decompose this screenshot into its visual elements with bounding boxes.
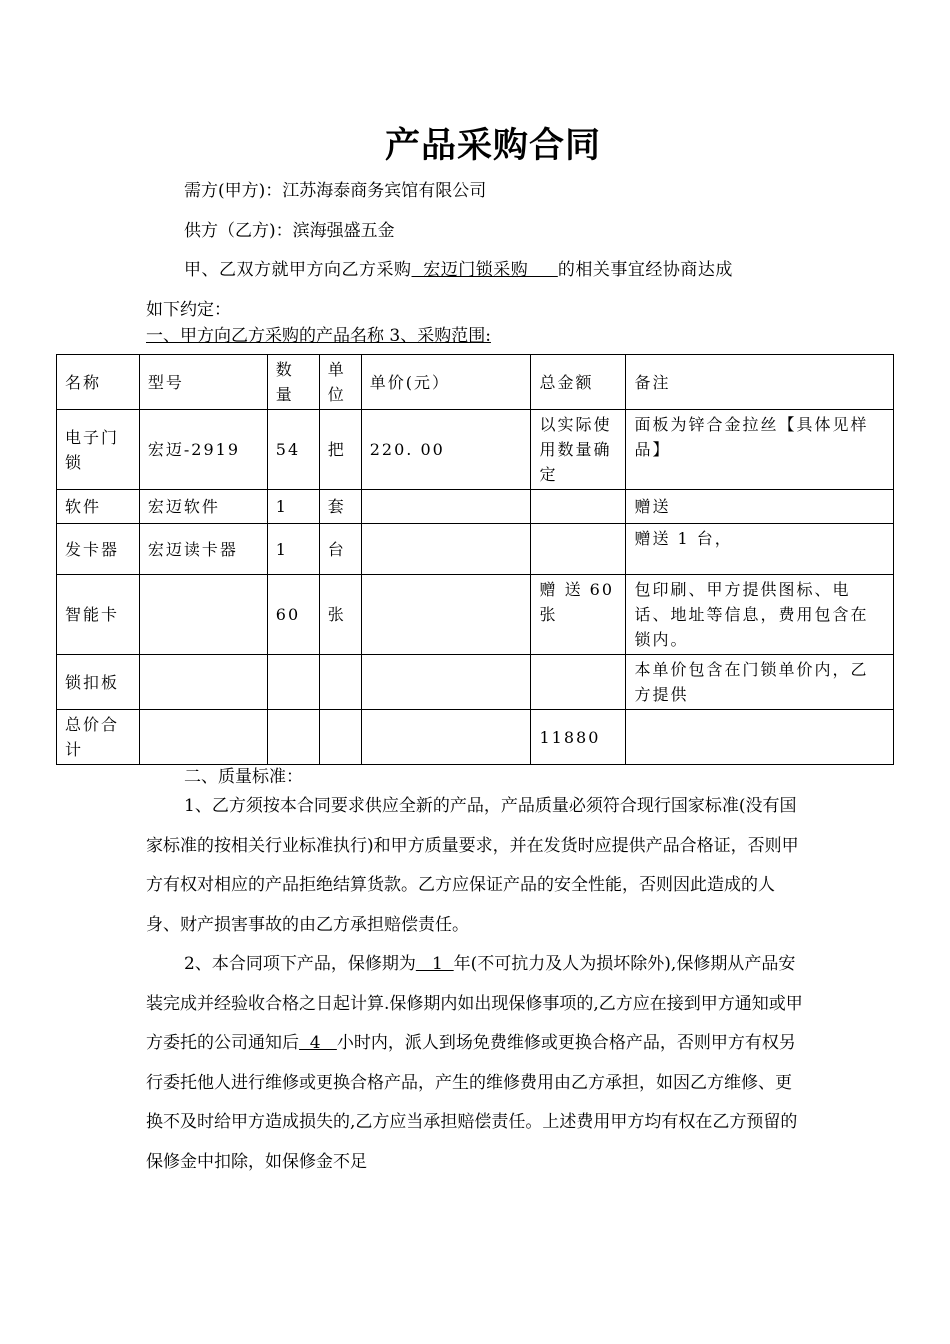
table-cell xyxy=(267,655,319,710)
table-cell xyxy=(361,524,531,575)
table-cell: 赠送 1 台， xyxy=(626,524,894,575)
table-cell xyxy=(361,655,531,710)
table-cell xyxy=(531,524,626,575)
table-header-row xyxy=(57,355,894,410)
section-2-heading: 二、质量标准： xyxy=(184,767,303,787)
header-cell: 总金额 xyxy=(531,355,626,410)
table-cell: 宏迈读卡器 xyxy=(139,524,267,575)
table-cell: 包印刷、甲方提供图标、电话、地址等信息，费用包含在锁内。 xyxy=(626,575,894,655)
table-cell: 总价合计 xyxy=(57,710,140,765)
table-cell xyxy=(361,575,531,655)
table-row xyxy=(57,490,894,524)
table-cell: 以实际使用数量确定 xyxy=(531,410,626,490)
table-cell: 锁扣板 xyxy=(57,655,140,710)
response-hours-blank: 4 xyxy=(299,1033,337,1053)
table-cell: 台 xyxy=(319,524,361,575)
table-cell: 220. 00 xyxy=(361,410,531,490)
header-cell: 名称 xyxy=(57,355,140,410)
table-cell xyxy=(139,710,267,765)
table-cell xyxy=(626,710,894,765)
table-cell xyxy=(361,490,531,524)
quality-paragraph-1-text: 1、乙方须按本合同要求供应全新的产品，产品质量必须符合现行国家标准(没有国家标准的按相关行业标准执行)和甲方质量要求，并在发货时应提供产品合格证，否则甲方有权对相应的产品拒绝结算货款。乙方应保证产品的安全性能，否则因此造成的人身、财产损害事故的由乙方承担赔偿责任。 xyxy=(146,796,799,935)
table-row xyxy=(57,575,894,655)
table-cell: 1 xyxy=(267,490,319,524)
table-cell xyxy=(531,490,626,524)
table-cell: 张 xyxy=(319,575,361,655)
warranty-years-blank: 1 xyxy=(415,954,454,974)
table-row xyxy=(57,655,894,710)
intro-prefix: 甲、乙双方就甲方向乙方采购 xyxy=(184,260,412,280)
quality-paragraph-1 xyxy=(146,787,806,945)
header-cell: 备注 xyxy=(626,355,894,410)
table-cell: 发卡器 xyxy=(57,524,140,575)
table-cell xyxy=(139,575,267,655)
intro-suffix: 的相关事宜经协商达成 xyxy=(557,260,733,280)
table-row-total xyxy=(57,710,894,765)
seller-line: 供方（乙方)：滨海强盛五金 xyxy=(184,221,395,241)
table-cell xyxy=(139,655,267,710)
table-row xyxy=(57,410,894,490)
header-cell: 数量 xyxy=(267,355,319,410)
warranty-text-b: 年(不可抗力及人为损坏除外),保修期从产品安装完成并经验收合格之日起计算.保修期内如出现保修事项的,乙方应在接到甲方通知或甲方委托的公司通知后 xyxy=(146,954,803,1053)
table-cell: 赠送 xyxy=(626,490,894,524)
table-row xyxy=(57,524,894,575)
table-cell xyxy=(361,710,531,765)
document-title: 产品采购合同 xyxy=(384,126,601,166)
table-cell: 套 xyxy=(319,490,361,524)
table-cell: 1 xyxy=(267,524,319,575)
table-cell xyxy=(319,655,361,710)
intro-blank: 宏迈门锁采购 xyxy=(411,260,558,280)
table-cell xyxy=(319,710,361,765)
table-cell: 54 xyxy=(267,410,319,490)
quality-paragraph-2 xyxy=(146,945,806,1182)
table-cell: 60 xyxy=(267,575,319,655)
intro-continuation: 如下约定： xyxy=(146,300,231,320)
intro-line xyxy=(184,255,733,280)
warranty-text-a: 2、本合同项下产品，保修期为 xyxy=(184,954,416,974)
header-cell: 单位 xyxy=(319,355,361,410)
table-cell: 宏迈软件 xyxy=(139,490,267,524)
section-1-heading: 一、甲方向乙方采购的产品名称 3、采购范围: xyxy=(146,326,491,346)
buyer-line: 需方(甲方)：江苏海泰商务宾馆有限公司 xyxy=(184,181,487,201)
product-table xyxy=(56,354,894,765)
table-cell: 赠 送 60 张 xyxy=(531,575,626,655)
header-cell: 单价(元） xyxy=(361,355,531,410)
table-cell: 宏迈-2919 xyxy=(139,410,267,490)
table-cell: 电子门锁 xyxy=(57,410,140,490)
table-cell: 软件 xyxy=(57,490,140,524)
table-cell xyxy=(267,710,319,765)
total-amount: 11880 xyxy=(531,710,626,765)
table-cell: 面板为锌合金拉丝【具体见样品】 xyxy=(626,410,894,490)
table-cell xyxy=(531,655,626,710)
table-cell: 智能卡 xyxy=(57,575,140,655)
header-cell: 型号 xyxy=(139,355,267,410)
table-cell: 把 xyxy=(319,410,361,490)
table-cell: 本单价包含在门锁单价内，乙方提供 xyxy=(626,655,894,710)
warranty-text-c: 小时内，派人到场免费维修或更换合格产品，否则甲方有权另行委托他人进行维修或更换合格产品，产生的维修费用由乙方承担，如因乙方维修、更换不及时给甲方造成损失的,乙方应当承担赔偿责任。上述费用甲方均有权在乙方预留的保修金中扣除，如保修金不足 xyxy=(146,1033,798,1172)
